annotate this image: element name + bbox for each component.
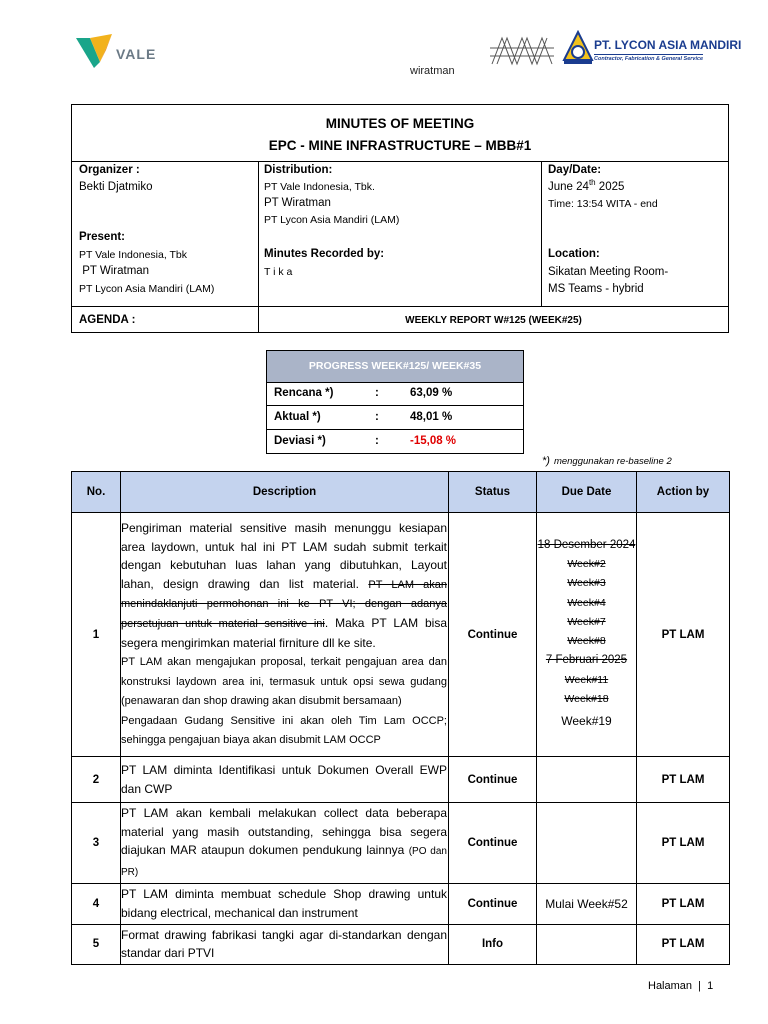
progress-box	[266, 350, 524, 454]
row-status: Info	[449, 924, 537, 964]
row-due-date	[537, 513, 637, 757]
table-row	[72, 884, 730, 924]
row-description: Format drawing fabrikasi tangki agar di-standarkan dengan standar dari PTVI	[121, 924, 449, 964]
agenda-label: AGENDA :	[79, 314, 136, 326]
header-action-by: Action by	[637, 472, 730, 513]
page-number: Halaman | 1	[648, 980, 714, 992]
location-item: MS Teams - hybrid	[548, 283, 644, 295]
progress-label: Rencana *)	[274, 387, 334, 399]
row-number: 1	[72, 513, 121, 757]
organizer-column	[72, 161, 259, 306]
due-current: Week#19	[561, 714, 612, 729]
due-struck: 18 Desember 2024	[537, 538, 636, 551]
meeting-time: Time: 13:54 WITA - end	[548, 198, 658, 210]
header-no: No.	[72, 472, 121, 513]
meeting-title: MINUTES OF MEETING	[325, 116, 475, 131]
due-struck: Week#11	[564, 673, 609, 686]
progress-label: Deviasi *)	[274, 435, 326, 447]
table-row	[72, 757, 730, 803]
row-due-date: Mulai Week#52	[537, 884, 637, 924]
row-status: Continue	[449, 757, 537, 803]
present-item: PT Wiratman	[79, 265, 150, 277]
recorded-by: T i k a	[264, 266, 293, 278]
desc-text: Pengadaan Gudang Sensitive ini akan oleh Tim Lam OCCP; sehingga pengajuan biaya akan disubmit LAM OCCP	[121, 714, 447, 747]
row-due-date	[537, 924, 637, 964]
header-due-date: Due Date	[537, 472, 637, 513]
meeting-info-table	[71, 104, 729, 333]
row-number: 3	[72, 803, 121, 884]
vale-logo-text: VALE	[116, 46, 157, 62]
progress-value: 63,09 %	[410, 387, 453, 399]
action-items-table	[71, 471, 730, 965]
meeting-title-box	[72, 105, 728, 162]
due-struck: 7 Februari 2025	[545, 654, 628, 667]
progress-colon: :	[375, 411, 379, 423]
date-column	[541, 161, 728, 306]
organizer-name: Bekti Djatmiko	[79, 181, 153, 193]
desc-text: PT LAM akan kembali melakukan collect data beberapa material yang masih outstanding, sehingga bisa segera diajukan MAR ataupun dokumen pendukung lainnya	[121, 806, 447, 858]
lycon-shield-icon	[562, 30, 594, 70]
progress-row-deviasi	[267, 430, 523, 453]
present-label: Present:	[79, 231, 126, 243]
row-action-by: PT LAM	[637, 757, 730, 803]
meeting-date	[548, 178, 624, 193]
row-due-date	[537, 803, 637, 884]
vale-v-icon	[76, 32, 116, 70]
row-action-by: PT LAM	[637, 924, 730, 964]
row-status: Continue	[449, 884, 537, 924]
lycon-logo	[562, 30, 742, 70]
lycon-tagline: Contractor, Fabrication & General Service	[594, 56, 704, 62]
due-struck: Week#4	[567, 596, 606, 609]
distribution-item: PT Lycon Asia Mandiri (LAM)	[264, 214, 400, 226]
row-number: 5	[72, 924, 121, 964]
row-action-by: PT LAM	[637, 513, 730, 757]
row-description: PT LAM diminta Identifikasi untuk Dokumen Overall EWP dan CWP	[121, 757, 449, 803]
row-status: Continue	[449, 803, 537, 884]
present-item: PT Vale Indonesia, Tbk	[79, 249, 187, 261]
agenda-row	[72, 306, 728, 333]
table-row	[72, 513, 730, 757]
progress-value-negative: -15,08 %	[410, 435, 457, 447]
date-year: 2025	[595, 180, 625, 193]
table-row	[72, 924, 730, 964]
note-mark: *)	[542, 455, 550, 467]
due-struck: Week#7	[567, 615, 606, 628]
project-title: EPC - MINE INFRASTRUCTURE – MBB#1	[268, 138, 532, 153]
baseline-note	[542, 455, 672, 467]
organizer-label: Organizer :	[79, 164, 140, 176]
row-description	[121, 513, 449, 757]
row-status: Continue	[449, 513, 537, 757]
present-item: PT Lycon Asia Mandiri (LAM)	[79, 283, 215, 295]
row-description: PT LAM diminta membuat schedule Shop drawing untuk bidang electrical, mechanical dan instrument	[121, 884, 449, 924]
row-action-by: PT LAM	[637, 803, 730, 884]
progress-row-aktual	[267, 406, 523, 430]
due-struck: Week#2	[567, 557, 606, 570]
desc-text: PT LAM akan mengajukan proposal, terkait pengajuan area dan konstruksi laydown area ini, termasuk untuk opsi sewa gudang (penawaran dan shop drawing akan disubmit bersamaan)	[121, 656, 447, 708]
desc-text: . Maka PT LAM bisa segera mengirimkan material firniture dll ke site.	[121, 615, 447, 650]
table-header-row	[72, 472, 730, 513]
header-status: Status	[449, 472, 537, 513]
progress-colon: :	[375, 435, 379, 447]
row-number: 4	[72, 884, 121, 924]
desc-small-text: (PO dan PR)	[121, 846, 447, 878]
progress-row-rencana	[267, 382, 523, 406]
row-due-date	[537, 757, 637, 803]
desc-struck-text: PT LAM akan menindaklanjuti permohonan ini ke PT VI; dengan adanya persetujuan untuk material sensitive ini	[121, 578, 447, 630]
recorded-by-label: Minutes Recorded by:	[264, 248, 385, 260]
vale-logo	[76, 32, 166, 72]
due-struck: Week#8	[567, 635, 606, 648]
note-text: menggunakan re-baseline 2	[553, 456, 672, 467]
due-struck: Week#18	[564, 693, 609, 706]
location-item: Sikatan Meeting Room-	[548, 266, 669, 278]
date-main: June 24	[548, 180, 589, 193]
distribution-label: Distribution:	[264, 164, 333, 176]
progress-label: Aktual *)	[274, 411, 321, 423]
progress-header: PROGRESS WEEK#125/ WEEK#35	[267, 351, 523, 383]
distribution-item: PT Vale Indonesia, Tbk.	[264, 181, 375, 193]
agenda-value: WEEKLY REPORT W#125 (WEEK#25)	[405, 315, 582, 326]
row-action-by: PT LAM	[637, 884, 730, 924]
progress-value: 48,01 %	[410, 411, 453, 423]
desc-text: Pengiriman material sensitive masih menunggu kesiapan area laydown, untuk hal ini PT LAM sudah submit terkait dengan kebutuhan luas lahan yang dibutuhkan, Layout lahan, design drawing dan list material.	[121, 520, 447, 591]
due-struck: Week#3	[567, 577, 606, 590]
distribution-column	[258, 161, 542, 306]
distribution-item: PT Wiratman	[264, 197, 331, 209]
row-description	[121, 803, 449, 884]
row-number: 2	[72, 757, 121, 803]
location-label: Location:	[548, 248, 600, 260]
table-row	[72, 803, 730, 884]
header-description: Description	[121, 472, 449, 513]
date-sup: th	[588, 178, 596, 187]
wiratman-logo-mark	[488, 34, 558, 68]
day-date-label: Day/Date:	[548, 164, 602, 176]
progress-colon: :	[375, 387, 379, 399]
lycon-name: PT. LYCON ASIA MANDIRI	[594, 38, 742, 52]
wiratman-logo-text: wiratman	[410, 65, 455, 77]
